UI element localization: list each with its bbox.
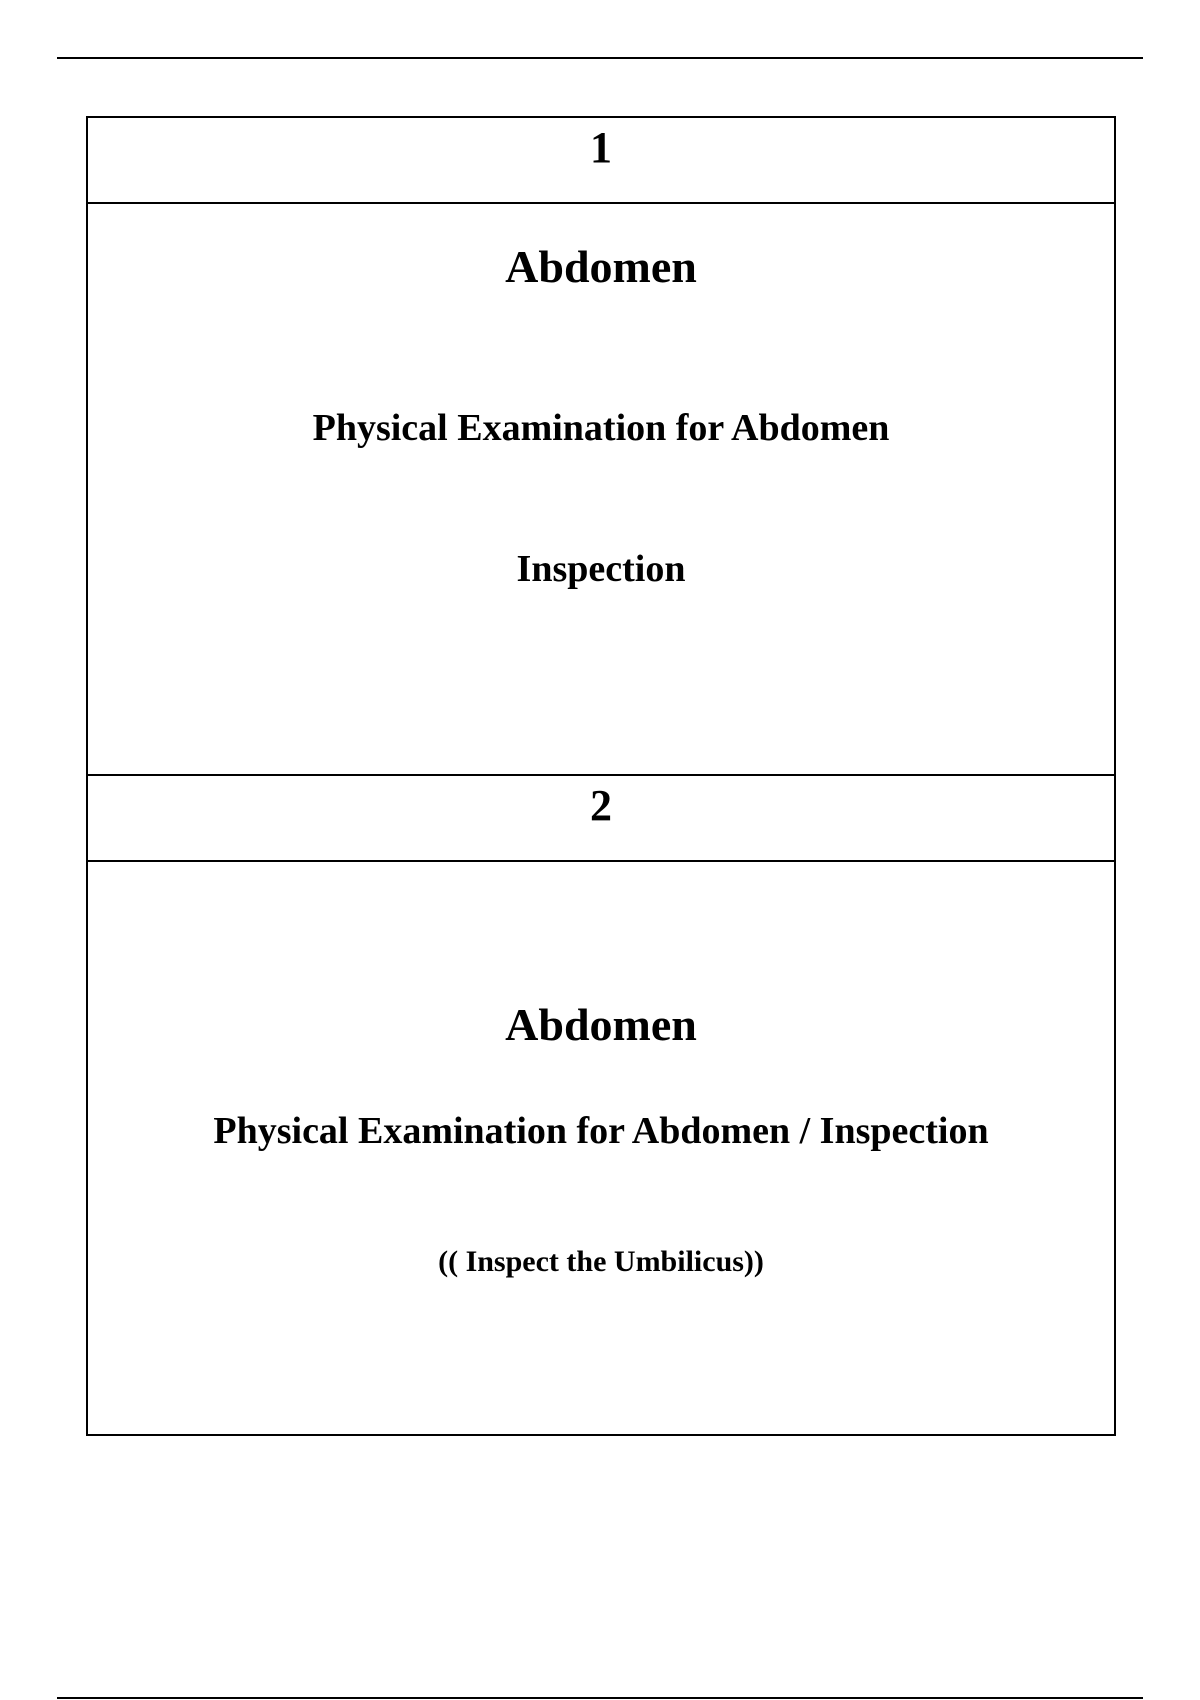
card-title: Abdomen <box>505 241 697 292</box>
flashcard-table <box>86 116 1116 1436</box>
card-number: 2 <box>590 781 612 830</box>
card-instruction: (( Inspect the Umbilicus)) <box>438 1245 764 1278</box>
card-number: 1 <box>590 123 612 172</box>
card-title: Abdomen <box>505 999 697 1050</box>
card-number-row <box>88 776 1114 862</box>
card-section: Inspection <box>516 548 686 590</box>
card-content <box>88 204 1114 776</box>
card-subtitle: Physical Examination for Abdomen <box>312 407 890 449</box>
card-content <box>88 862 1114 1434</box>
card-subtitle: Physical Examination for Abdomen / Inspection <box>213 1110 989 1152</box>
header-rule <box>57 57 1143 59</box>
footer-rule <box>57 1697 1143 1699</box>
card-number-row <box>88 118 1114 204</box>
